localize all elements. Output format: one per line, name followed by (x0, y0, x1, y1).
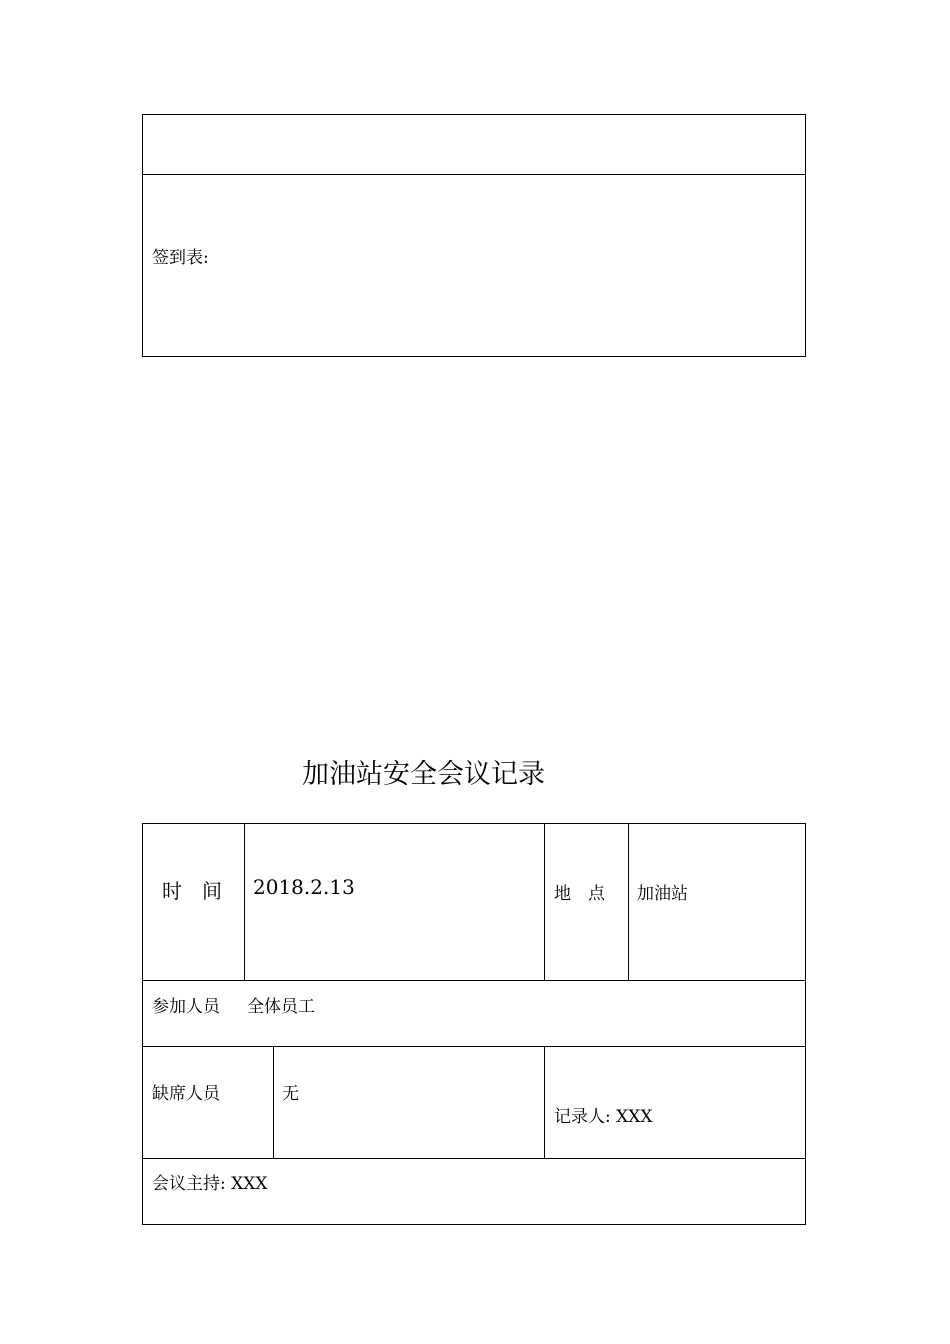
time-label: 时 间 (162, 879, 222, 903)
row-divider (143, 980, 805, 981)
meeting-record-table (142, 823, 806, 1225)
host-value: XXX (231, 1174, 268, 1194)
col-divider (273, 1046, 274, 1158)
recorder-field (554, 1102, 652, 1127)
recorder-label: 记录人: (554, 1107, 611, 1127)
document-title: 加油站安全会议记录 (302, 759, 545, 790)
row-divider (143, 1158, 805, 1159)
host-label: 会议主持: (152, 1174, 226, 1194)
signin-label: 签到表: (152, 248, 209, 268)
place-value: 加油站 (637, 884, 688, 904)
absent-value: 无 (282, 1084, 299, 1104)
recorder-value: XXX (616, 1107, 653, 1127)
col-divider (244, 824, 245, 980)
col-divider (628, 824, 629, 980)
attendees-label: 参加人员 (152, 997, 220, 1017)
time-value: 2018.2.13 (253, 875, 355, 899)
col-divider (544, 824, 545, 980)
absent-label: 缺席人员 (152, 1084, 220, 1104)
place-label: 地 点 (554, 884, 605, 904)
signin-table (142, 114, 806, 357)
row-divider (143, 1046, 805, 1047)
signin-table-header-row (143, 115, 805, 175)
attendees-value: 全体员工 (247, 997, 315, 1017)
host-field (152, 1169, 267, 1194)
col-divider (544, 1046, 545, 1158)
